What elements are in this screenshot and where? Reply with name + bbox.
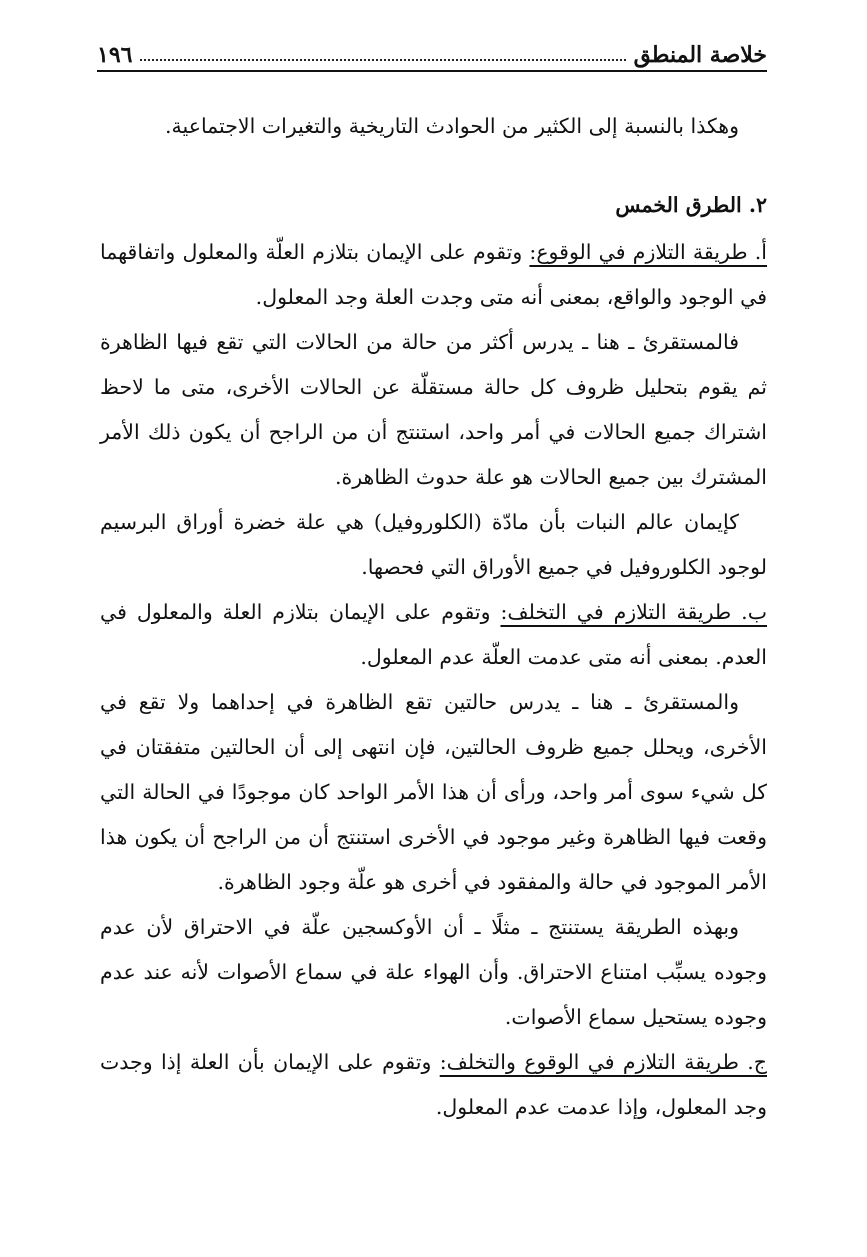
paragraph-a-explanation: فالمستقرئ ـ هنا ـ يدرس أكثر من حالة من الحالات التي تقع فيها الظاهرة ثم يقوم بتحليل ظروف كل حالة مستقلّة عن الحالات الأخرى، متى ما لاحظ اشتراك جميع الحالات في أمر واحد، استنتج أن من الراجح أن يكون ذلك الأمر المشترك بين جميع الحالات هو علة حدوث الظاهرة. bbox=[100, 330, 767, 489]
book-title: خلاصة المنطق bbox=[633, 42, 767, 68]
paragraph-method-c bbox=[100, 1040, 767, 1130]
method-a-text: وتقوم على الإيمان بتلازم العلّة والمعلول واتفاقهما في الوجود والواقع، بمعنى أنه متى وجدت العلة وجد المعلول. bbox=[100, 240, 767, 309]
paragraph-b-example: وبهذه الطريقة يستنتج ـ مثلًا ـ أن الأوكسجين علّة في الاحتراق لأن عدم وجوده يسبِّب امتناع الاحتراق. وأن الهواء علة في سماع الأصوات لأنه عند عدم وجوده يستحيل سماع الأصوات. bbox=[100, 915, 767, 1029]
paragraph-method-b bbox=[100, 590, 767, 680]
paragraph-b-explanation: والمستقرئ ـ هنا ـ يدرس حالتين تقع الظاهرة في إحداهما ولا تقع في الأخرى، ويحلل جميع ظروف الحالتين، فإن انتهى إلى أن الحالتين متفقتان في كل شيء سوى أمر واحد، ورأى أن هذا الأمر الواحد كان موجودًا في الحالة التي وقعت فيها الظاهرة وغير موجود في الأخرى استنتج أن من الراجح أن يكون هذا الأمر الموجود في حالة والمفقود في أخرى هو علّة وجود الظاهرة. bbox=[100, 690, 767, 894]
method-a-label: أ. طريقة التلازم في الوقوع: bbox=[529, 240, 768, 264]
paragraph-a-example: كإيمان عالم النبات بأن مادّة (الكلوروفيل) هي علة خضرة أوراق البرسيم لوجود الكلوروفيل في جميع الأوراق التي فحصها. bbox=[100, 510, 767, 579]
section-heading: ٢. الطرق الخمس bbox=[615, 193, 767, 217]
running-header bbox=[97, 36, 767, 68]
page-body bbox=[100, 104, 767, 1130]
method-b-label: ب. طريقة التلازم في التخلف: bbox=[500, 600, 767, 624]
paragraph-method-a bbox=[100, 230, 767, 320]
page-number: ١٩٦ bbox=[97, 42, 133, 68]
header-dot-leader bbox=[140, 59, 625, 61]
method-c-text: وتقوم على الإيمان بأن العلة إذا وجدت وجد المعلول، وإذا عدمت عدم المعلول. bbox=[100, 1050, 767, 1119]
paragraph-intro: وهكذا بالنسبة إلى الكثير من الحوادث التاريخية والتغيرات الاجتماعية. bbox=[165, 114, 739, 138]
method-b-text: وتقوم على الإيمان بتلازم العلة والمعلول في العدم. بمعنى أنه متى عدمت العلّة عدم المعلول. bbox=[100, 600, 767, 669]
header-rule bbox=[97, 70, 767, 72]
method-c-label: ج. طريقة التلازم في الوقوع والتخلف: bbox=[439, 1050, 767, 1074]
